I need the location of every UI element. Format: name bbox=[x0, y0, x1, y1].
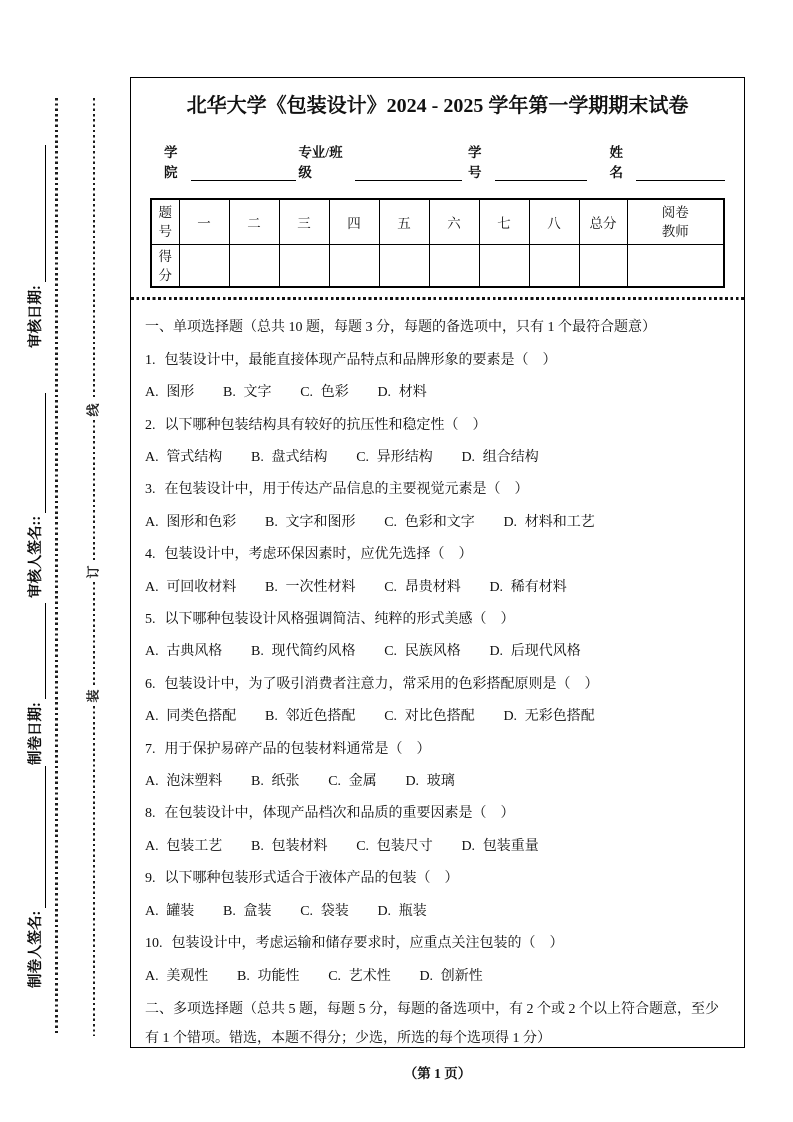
option bbox=[328, 969, 391, 984]
option bbox=[377, 385, 426, 400]
option bbox=[145, 515, 236, 530]
score-table bbox=[150, 198, 725, 288]
option bbox=[461, 450, 538, 465]
option-label: C. bbox=[384, 579, 398, 595]
option-label: B. bbox=[251, 838, 264, 854]
name-field bbox=[609, 141, 725, 181]
option bbox=[419, 969, 482, 984]
option bbox=[223, 385, 272, 400]
option-label: A. bbox=[145, 579, 159, 595]
option-label: D. bbox=[489, 579, 504, 595]
page-number-footer: （第 1 页） bbox=[403, 1066, 472, 1081]
option bbox=[145, 644, 222, 659]
option-text: 邻近色搭配 bbox=[285, 709, 356, 725]
question-stem-line bbox=[145, 734, 730, 766]
question-number: 6. bbox=[145, 676, 156, 692]
option bbox=[384, 709, 475, 724]
score-cell bbox=[179, 245, 229, 288]
option-text: 异形结构 bbox=[376, 450, 433, 466]
score-cell bbox=[529, 245, 579, 288]
option bbox=[461, 839, 538, 854]
review-date-label: 审核日期: bbox=[28, 285, 44, 348]
score-column-2: 二 bbox=[229, 199, 279, 245]
question-options-line bbox=[145, 636, 730, 668]
option-text: 一次性材料 bbox=[285, 579, 356, 595]
score-column-8: 八 bbox=[529, 199, 579, 245]
binding-char-xian: 线 bbox=[85, 403, 101, 417]
option-text: 罐装 bbox=[166, 903, 195, 919]
option-text: 现代简约风格 bbox=[271, 644, 356, 660]
option-text: 包装材料 bbox=[271, 838, 328, 854]
option-label: B. bbox=[237, 968, 250, 984]
option bbox=[356, 839, 433, 854]
option bbox=[145, 839, 222, 854]
option-text: 包装重量 bbox=[482, 838, 539, 854]
question-stem: 在包装设计中，体现产品档次和品质的重要因素是（ ） bbox=[164, 806, 515, 822]
option-label: C. bbox=[384, 514, 398, 530]
score-column-5: 五 bbox=[379, 199, 429, 245]
major-class-label: 专业/班级 bbox=[298, 145, 343, 180]
college-blank-line bbox=[191, 165, 297, 181]
binding-line-segment bbox=[93, 98, 96, 400]
question-options-line bbox=[145, 831, 730, 863]
option-text: 稀有材料 bbox=[510, 579, 567, 595]
option-label: B. bbox=[251, 450, 264, 466]
question-options-line bbox=[145, 766, 730, 798]
question-number: 7. bbox=[145, 741, 156, 757]
option-text: 袋装 bbox=[320, 903, 349, 919]
exam-prep-signature-label: 制卷人签名: bbox=[28, 910, 44, 988]
exam-prep-date-label: 制卷日期: bbox=[28, 702, 44, 765]
question-stem: 在包装设计中，用于传达产品信息的主要视觉元素是（ ） bbox=[164, 482, 529, 498]
question-options-line bbox=[145, 442, 730, 474]
exam-prep-date-field bbox=[26, 603, 46, 765]
option-text: 材料 bbox=[398, 385, 427, 401]
option-text: 材料和工艺 bbox=[524, 514, 595, 530]
question-stem: 以下哪种包装设计风格强调简洁、纯粹的形式美感（ ） bbox=[164, 612, 515, 628]
option-text: 泡沫塑料 bbox=[166, 774, 223, 790]
question-stem-line bbox=[145, 410, 730, 442]
option bbox=[300, 904, 349, 919]
option-text: 色彩和文字 bbox=[404, 514, 475, 530]
option-label: B. bbox=[251, 774, 264, 790]
student-id-label: 学号 bbox=[468, 145, 482, 180]
exam-prep-date-blank-line bbox=[29, 603, 46, 699]
option-text: 后现代风格 bbox=[510, 644, 581, 660]
option bbox=[251, 839, 328, 854]
option bbox=[377, 904, 426, 919]
option-label: C. bbox=[328, 774, 342, 790]
score-column-3: 三 bbox=[279, 199, 329, 245]
option bbox=[489, 644, 580, 659]
exam-prep-signature-blank-line bbox=[29, 766, 46, 908]
option-label: A. bbox=[145, 385, 159, 401]
question-options-line bbox=[145, 896, 730, 928]
option bbox=[328, 774, 377, 789]
option-text: 艺术性 bbox=[348, 968, 391, 984]
option-text: 文字和图形 bbox=[285, 514, 356, 530]
question-number: 4. bbox=[145, 547, 156, 563]
exam-title: 北华大学《包装设计》2024 - 2025 学年第一学期期末试卷 bbox=[186, 95, 689, 117]
option-label: C. bbox=[384, 644, 398, 660]
option bbox=[145, 969, 208, 984]
option-text: 组合结构 bbox=[482, 450, 539, 466]
question-stem-line bbox=[145, 604, 730, 636]
option bbox=[384, 515, 475, 530]
option bbox=[265, 709, 356, 724]
binding-dotted-line-outer bbox=[55, 98, 58, 1036]
option-label: C. bbox=[300, 903, 314, 919]
option-label: D. bbox=[503, 709, 518, 725]
section-heading: 二、多项选择题（总共 5 题，每题 5 分，每题的备选项中，有 2 个或 2 个以上符合题意，至少有 1 个错项。错选，本题不得分；少选，所选的每个选项得 1 分） bbox=[145, 1001, 719, 1046]
question-number: 8. bbox=[145, 806, 156, 822]
question-number: 1. bbox=[145, 352, 156, 368]
option-label: B. bbox=[265, 579, 278, 595]
option-text: 管式结构 bbox=[166, 450, 223, 466]
option-text: 图形 bbox=[166, 385, 195, 401]
question-stem-line bbox=[145, 798, 730, 830]
option bbox=[265, 515, 356, 530]
question-stem-line bbox=[145, 474, 730, 506]
option-label: D. bbox=[503, 514, 518, 530]
student-id-field bbox=[468, 141, 587, 181]
option-label: C. bbox=[356, 450, 370, 466]
option bbox=[503, 709, 594, 724]
option bbox=[145, 450, 222, 465]
dotted-separator-line bbox=[131, 297, 744, 300]
section-heading: 一、单项选择题（总共 10 题，每题 3 分，每题的备选项中，只有 1 个最符合题意） bbox=[145, 320, 656, 336]
option-text: 对比色搭配 bbox=[404, 709, 475, 725]
question-stem: 包装设计中，最能直接体现产品特点和品牌形象的要素是（ ） bbox=[164, 352, 557, 368]
question-number: 9. bbox=[145, 871, 156, 887]
question-stem: 包装设计中，考虑环保因素时，应优先选择（ ） bbox=[164, 547, 473, 563]
option bbox=[251, 774, 300, 789]
option-label: D. bbox=[489, 644, 504, 660]
option-label: A. bbox=[145, 903, 159, 919]
question-number: 3. bbox=[145, 482, 156, 498]
review-date-field bbox=[26, 145, 46, 348]
option-text: 包装尺寸 bbox=[376, 838, 433, 854]
option-text: 玻璃 bbox=[426, 774, 455, 790]
option-label: D. bbox=[377, 903, 392, 919]
option bbox=[145, 774, 222, 789]
option bbox=[223, 904, 272, 919]
option-label: B. bbox=[265, 514, 278, 530]
option-text: 文字 bbox=[243, 385, 272, 401]
option bbox=[145, 580, 236, 595]
option bbox=[237, 969, 300, 984]
name-blank-line bbox=[636, 165, 725, 181]
score-cell bbox=[329, 245, 379, 288]
option-label: A. bbox=[145, 709, 159, 725]
score-cell bbox=[279, 245, 329, 288]
score-cell bbox=[479, 245, 529, 288]
option bbox=[145, 709, 236, 724]
option bbox=[145, 385, 194, 400]
total-score-cell bbox=[579, 245, 627, 288]
question-options-line bbox=[145, 701, 730, 733]
option-text: 盘式结构 bbox=[271, 450, 328, 466]
option-label: B. bbox=[223, 385, 236, 401]
option-label: C. bbox=[300, 385, 314, 401]
grader-cell bbox=[627, 245, 724, 288]
score-cell bbox=[429, 245, 479, 288]
question-stem-line bbox=[145, 669, 730, 701]
question-options-line bbox=[145, 572, 730, 604]
option-text: 纸张 bbox=[271, 774, 300, 790]
score-cell bbox=[229, 245, 279, 288]
option-label: C. bbox=[384, 709, 398, 725]
question-stem-line bbox=[145, 928, 730, 960]
option bbox=[384, 644, 461, 659]
question-number: 2. bbox=[145, 417, 156, 433]
student-info-row bbox=[164, 141, 725, 181]
score-cell bbox=[379, 245, 429, 288]
question-stem: 以下哪种包装结构具有较好的抗压性和稳定性（ ） bbox=[164, 417, 487, 433]
question-stem-line bbox=[145, 539, 730, 571]
question-stem: 用于保护易碎产品的包装材料通常是（ ） bbox=[164, 741, 431, 757]
option-label: D. bbox=[461, 838, 476, 854]
score-column-1: 一 bbox=[179, 199, 229, 245]
grader-header-cell: 阅卷教师 bbox=[627, 199, 724, 245]
exam-sheet-border bbox=[130, 77, 745, 1048]
binding-line-segment bbox=[93, 706, 96, 1036]
binding-char-zhuang: 装 bbox=[85, 689, 101, 703]
option-label: B. bbox=[265, 709, 278, 725]
question-stem: 包装设计中，为了吸引消费者注意力，常采用的色彩搭配原则是（ ） bbox=[164, 676, 599, 692]
question-stem: 包装设计中，考虑运输和储存要求时，应重点关注包装的（ ） bbox=[171, 936, 564, 952]
option-label: A. bbox=[145, 450, 159, 466]
college-label: 学院 bbox=[164, 145, 178, 180]
option bbox=[356, 450, 433, 465]
option-text: 可回收材料 bbox=[166, 579, 237, 595]
option bbox=[489, 580, 566, 595]
option-label: B. bbox=[223, 903, 236, 919]
option bbox=[405, 774, 454, 789]
option-text: 创新性 bbox=[440, 968, 483, 984]
question-number: 5. bbox=[145, 612, 156, 628]
option bbox=[384, 580, 461, 595]
reviewer-signature-label: 审核人签名:: bbox=[28, 515, 44, 598]
score-table-score-row bbox=[151, 245, 724, 288]
reviewer-signature-field bbox=[26, 393, 46, 598]
question-options-line bbox=[145, 961, 730, 993]
option-text: 图形和色彩 bbox=[166, 514, 237, 530]
option-label: A. bbox=[145, 838, 159, 854]
college-field bbox=[164, 141, 296, 181]
option bbox=[251, 644, 356, 659]
question-stem-line bbox=[145, 863, 730, 895]
score-column-7: 七 bbox=[479, 199, 529, 245]
option-text: 功能性 bbox=[257, 968, 300, 984]
binding-dotted-line-inner bbox=[85, 98, 103, 1036]
exam-prep-signature-field bbox=[26, 766, 46, 988]
student-id-blank-line bbox=[495, 165, 588, 181]
question-options-line bbox=[145, 507, 730, 539]
total-score-header-cell: 总分 bbox=[579, 199, 627, 245]
option-text: 古典风格 bbox=[166, 644, 223, 660]
question-stem: 以下哪种包装形式适合于液体产品的包装（ ） bbox=[164, 871, 459, 887]
score-column-6: 六 bbox=[429, 199, 479, 245]
score-column-4: 四 bbox=[329, 199, 379, 245]
option-text: 昂贵材料 bbox=[404, 579, 461, 595]
binding-char-ding: 订 bbox=[85, 565, 101, 579]
binding-line-segment bbox=[93, 420, 96, 562]
option-text: 包装工艺 bbox=[166, 838, 223, 854]
reviewer-signature-blank-line bbox=[29, 393, 46, 513]
option bbox=[503, 515, 594, 530]
option-label: D. bbox=[405, 774, 420, 790]
question-number-header-cell: 题号 bbox=[151, 199, 179, 245]
major-class-field bbox=[298, 141, 462, 181]
question-content bbox=[131, 312, 744, 1053]
score-row-header-cell: 得分 bbox=[151, 245, 179, 288]
option bbox=[251, 450, 328, 465]
option-label: A. bbox=[145, 774, 159, 790]
option-text: 民族风格 bbox=[404, 644, 461, 660]
question-number: 10. bbox=[145, 936, 163, 952]
option-text: 瓶装 bbox=[398, 903, 427, 919]
name-label: 姓名 bbox=[609, 145, 623, 180]
option-text: 盒装 bbox=[243, 903, 272, 919]
option-label: B. bbox=[251, 644, 264, 660]
option bbox=[265, 580, 356, 595]
option-label: A. bbox=[145, 644, 159, 660]
option-label: D. bbox=[419, 968, 434, 984]
option-text: 同类色搭配 bbox=[166, 709, 237, 725]
option-label: D. bbox=[461, 450, 476, 466]
question-stem-line bbox=[145, 345, 730, 377]
option bbox=[300, 385, 349, 400]
option-text: 金属 bbox=[348, 774, 377, 790]
option-label: A. bbox=[145, 968, 159, 984]
major-class-blank-line bbox=[355, 165, 462, 181]
option-label: C. bbox=[356, 838, 370, 854]
binding-line-segment bbox=[93, 582, 96, 686]
option-text: 美观性 bbox=[166, 968, 209, 984]
option-label: A. bbox=[145, 514, 159, 530]
option-text: 色彩 bbox=[320, 385, 349, 401]
option-text: 无彩色搭配 bbox=[524, 709, 595, 725]
option bbox=[145, 904, 194, 919]
option-label: C. bbox=[328, 968, 342, 984]
review-date-blank-line bbox=[29, 145, 46, 282]
question-options-line bbox=[145, 377, 730, 409]
score-table-header-row bbox=[151, 199, 724, 245]
option-label: D. bbox=[377, 385, 392, 401]
